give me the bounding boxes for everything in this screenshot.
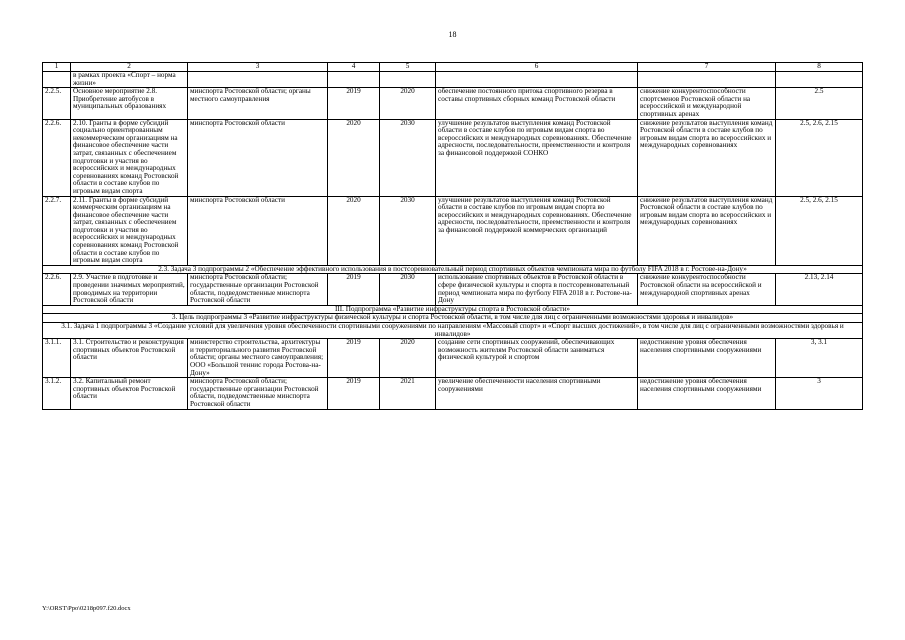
table-cell: использование спортивных объектов в Ростовской области в сфере физической культуры и спорта в постсоревновательный период чемпионата мира по футболу FIFA 2018 в г. Ростове-на-Дону	[436, 274, 638, 305]
column-header: 4	[328, 63, 380, 72]
table-cell: 2.5, 2.6, 2.15	[776, 196, 863, 265]
column-header: 1	[43, 63, 71, 72]
table-cell: 2020	[328, 196, 380, 265]
column-header: 7	[638, 63, 776, 72]
section-title: III. Подпрограмма «Развитие инфраструктуры спорта в Ростовской области»	[43, 305, 863, 314]
table-cell: минспорта Ростовской области	[188, 119, 328, 196]
table-cell: 2.9. Участие в подготовке и проведении значимых мероприятий, проводимых на территории Ростовской области	[71, 274, 188, 305]
table-cell: снижение конкурентоспособности спортсменов Ростовской области на всероссийской и международной спортивных аренах	[638, 88, 776, 119]
table-cell: 2.11. Гранты в форме субсидий коммерческим организациям на финансовое обеспечение части затрат, связанных с обеспечением подготовки и участия во всероссийских и международных соревнованиях команд Ростовской области в составе клубов по игровым видам спорта	[71, 196, 188, 265]
table-cell: 2019	[328, 274, 380, 305]
file-path-footer: Y:\ORST\Ppo\0218p097.f20.docx	[42, 605, 131, 612]
table-body	[43, 63, 863, 410]
table-cell: 2030	[380, 119, 436, 196]
table-cell	[380, 72, 436, 88]
table-row	[43, 88, 863, 119]
table-row	[43, 196, 863, 265]
table-cell: снижение результатов выступления команд Ростовской области в составе клубов по игровым видам спорта во всероссийских и международных соревнованиях	[638, 196, 776, 265]
table-cell: 2030	[380, 196, 436, 265]
table-cell: в рамках проекта «Спорт – норма жизни»	[71, 72, 188, 88]
table-cell: 2021	[380, 378, 436, 409]
table-cell: 2.5, 2.6, 2.15	[776, 119, 863, 196]
table-cell: 3.1. Строительство и реконструкция спортивных объектов Ростовской области	[71, 339, 188, 378]
table-cell: минспорта Ростовской области	[188, 196, 328, 265]
table-row	[43, 119, 863, 196]
column-header: 6	[436, 63, 638, 72]
table-cell: минспорта Ростовской области; государственные организации Ростовской области, подведомственные минспорта Ростовской области	[188, 274, 328, 305]
column-header: 3	[188, 63, 328, 72]
table-cell	[43, 72, 71, 88]
table-cell: Основное мероприятие 2.8. Приобретение автобусов в муниципальных образованиях	[71, 88, 188, 119]
table-cell: 2.13, 2.14	[776, 274, 863, 305]
page-number: 18	[448, 30, 457, 39]
section-title: 3. Цель подпрограммы 3 «Развитие инфраструктуры физической культуры и спорта Ростовской области, в том числе для лиц с ограниченными возможностями здоровья и инвалидов»	[43, 314, 863, 323]
section-title: 2.3. Задача 3 подпрограммы 2 «Обеспечение эффективного использования в постсоревновательный период спортивных объектов чемпионата мира по футболу FIFA 2018 в г. Ростове-на-Дону»	[43, 265, 863, 274]
table-cell: 2020	[380, 339, 436, 378]
table-cell: улучшение результатов выступления команд Ростовской области в составе клубов по игровым видам спорта во всероссийских и международных соревнованиях. Обеспечение адресности, последовательности, преемственности и контроля за финансовой поддержкой СОНКО	[436, 119, 638, 196]
table-cell: 2.2.7.	[43, 196, 71, 265]
table-cell: 2019	[328, 378, 380, 409]
table-cell: улучшение результатов выступления команд Ростовской области в составе клубов по игровым видам спорта во всероссийских и международных соревнованиях. Обеспечение адресности, последовательности, преемственности и контроля за финансовой поддержкой коммерческих организаций	[436, 196, 638, 265]
table-row	[43, 274, 863, 305]
table-cell	[188, 72, 328, 88]
table-cell: 2019	[328, 88, 380, 119]
table-cell: снижение конкурентоспособности Ростовской области на всероссийской и международной спортивных аренах	[638, 274, 776, 305]
table-cell: министерство строительства, архитектуры и территориального развития Ростовской области; органы местного самоуправления; ООО «Большой теннис города Ростова-на-Дону»	[188, 339, 328, 378]
column-header: 8	[776, 63, 863, 72]
table-cell: обеспечение постоянного притока спортивного резерва в составы спортивных сборных команд Ростовской области	[436, 88, 638, 119]
column-header: 5	[380, 63, 436, 72]
table-cell: 3.1.1.	[43, 339, 71, 378]
table-row	[43, 72, 863, 88]
table-cell: 3	[776, 378, 863, 409]
table-cell: снижение результатов выступления команд Ростовской области в составе клубов по игровым видам спорта во всероссийских и международных соревнованиях	[638, 119, 776, 196]
table-cell: 2020	[380, 88, 436, 119]
table-cell	[638, 72, 776, 88]
table-cell: 2.2.5.	[43, 88, 71, 119]
section-row	[43, 323, 863, 339]
table-cell: 2019	[328, 339, 380, 378]
table-cell: минспорта Ростовской области; государственные организации Ростовской области, подведомственные минспорта Ростовской области	[188, 378, 328, 409]
table-cell: 2.2.6.	[43, 274, 71, 305]
section-title: 3.1. Задача 1 подпрограммы 3 «Создание условий для увеличения уровня обеспеченности спортивными сооружениями по направлениям «Массовый спорт» и «Спорт высших достижений», в том числе для лиц с ограниченными возможностями здоровья и инвалидов»	[43, 323, 863, 339]
table-cell: недостижение уровня обеспечения населения спортивными сооружениями	[638, 378, 776, 409]
table-row	[43, 339, 863, 378]
table-cell: 2.5	[776, 88, 863, 119]
table-cell: 2020	[328, 119, 380, 196]
table-cell: 2.2.6.	[43, 119, 71, 196]
table-cell: 3.1.2.	[43, 378, 71, 409]
column-header: 2	[71, 63, 188, 72]
table-cell: 2030	[380, 274, 436, 305]
table-cell: минспорта Ростовской области; органы местного самоуправления	[188, 88, 328, 119]
table-cell: 3.2. Капитальный ремонт спортивных объектов Ростовской области	[71, 378, 188, 409]
table-cell: создание сети спортивных сооружений, обеспечивающих возможность жителям Ростовской области заниматься физической культурой и спортом	[436, 339, 638, 378]
table-cell: недостижение уровня обеспечения населения спортивными сооружениями	[638, 339, 776, 378]
table-cell	[328, 72, 380, 88]
table-cell: 2.10. Гранты в форме субсидий социально ориентированным некоммерческим организациям на финансовое обеспечение части затрат, связанных с обеспечением подготовки и участия во всероссийских и международных соревнованиях команд Ростовской области в составе клубов по игровым видам спорта	[71, 119, 188, 196]
table-cell: увеличение обеспеченности населения спортивными сооружениями	[436, 378, 638, 409]
table-cell	[776, 72, 863, 88]
table-cell	[436, 72, 638, 88]
table-cell: 3, 3.1	[776, 339, 863, 378]
table-row	[43, 378, 863, 409]
program-activities-table	[42, 62, 863, 410]
